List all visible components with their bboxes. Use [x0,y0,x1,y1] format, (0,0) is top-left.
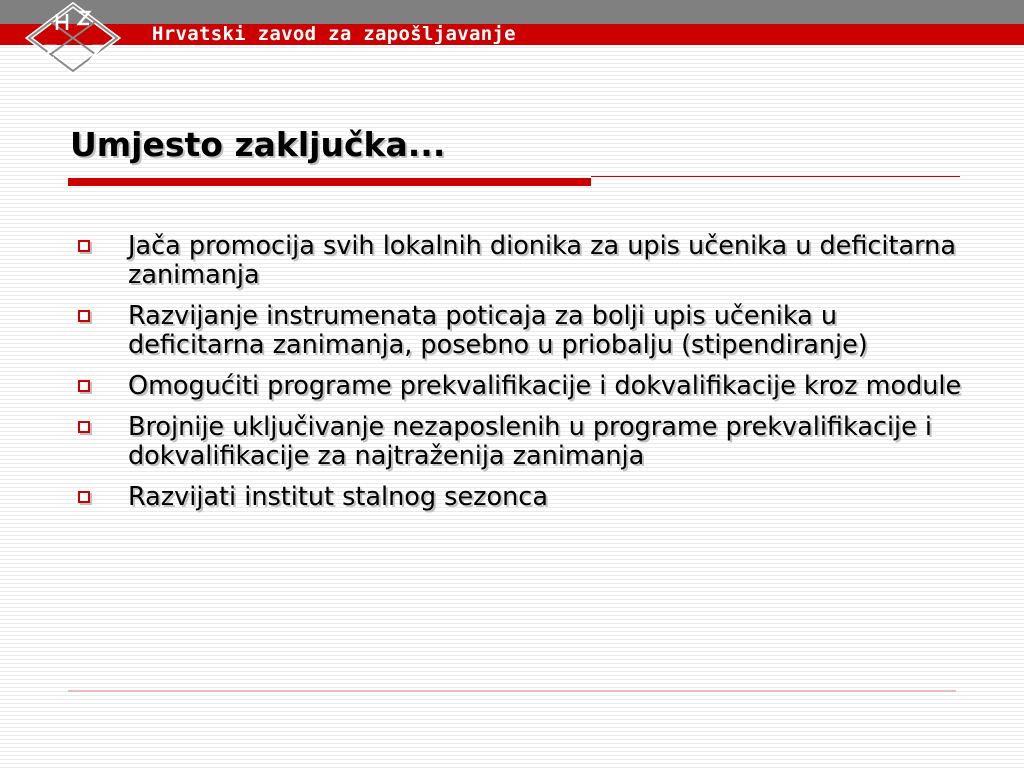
bullet-text: Razvijanje instrumenata poticaja za bolji upis učenika u deficitarna zanimanja, posebno u priobalju (stipendiranje) [128,301,868,360]
square-bullet-icon [78,380,90,392]
bullet-text: Jača promocija svih lokalnih dionika za upis učenika u deficitarna zanimanja [128,231,956,290]
bullet-list [74,232,974,524]
list-item [74,372,974,401]
list-item [74,302,974,360]
square-bullet-icon [78,421,90,433]
hzz-logo-icon [24,2,122,74]
title-underline-thick [68,178,591,186]
organization-name: Hrvatski zavod za zapošljavanje [152,23,516,45]
square-bullet-icon [78,240,90,252]
bullet-text: Omogućiti programe prekvalifikacije i dokvalifikacije kroz module [128,371,962,401]
list-item [74,483,974,512]
slide-title: Umjesto zaključka... [70,125,446,164]
square-bullet-icon [78,491,90,503]
bullet-text: Brojnije uključivanje nezaposlenih u programe prekvalifikacije i dokvalifikacije za najtraženija zanimanja [128,412,933,471]
list-item [74,413,974,471]
title-underline-thin [591,176,960,177]
footer-divider [68,690,956,692]
header-gray-band [0,0,1024,24]
bullet-text: Razvijati institut stalnog sezonca [128,482,548,512]
list-item [74,232,974,290]
square-bullet-icon [78,310,90,322]
